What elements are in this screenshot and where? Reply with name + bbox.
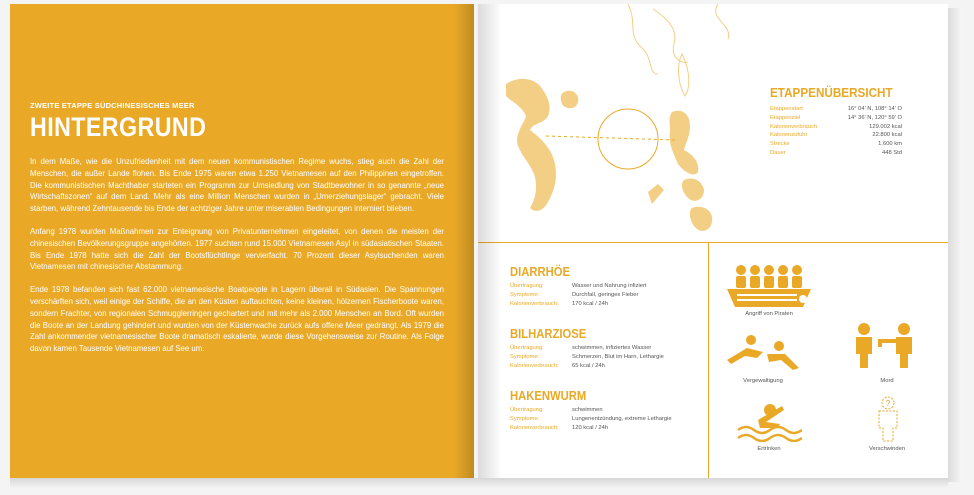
pirate-boat-icon [723,261,815,311]
murder-icon [854,322,924,368]
route-line [546,136,676,140]
disease-row [510,291,690,300]
section-divider-vertical [708,242,709,478]
disease-value: schwimmen [572,407,603,413]
overview-row [770,149,902,158]
disease-label: Übertragung: [510,283,544,289]
disease-title: DIARRHÖE [510,265,571,279]
right-page [478,4,948,478]
disease-row [510,362,690,371]
body-text [30,156,444,366]
overview-label: Dauer [770,149,786,156]
philippines-visayas [682,178,704,200]
disease-value: Schmerzen, Blut im Harn, Lethargie [572,354,664,361]
overview-label: Etappenziel [770,114,801,121]
disease-label: Symptome: [510,354,540,361]
disease-label: Kalorienverbrauch: [510,425,559,432]
drowning-icon [736,402,802,442]
vietnam-landmass [506,79,556,211]
disease-value: 120 kcal / 24h [572,425,609,432]
caption-pirates: Angriff von Piraten [745,311,793,317]
disease-label: Übertragung: [510,407,544,413]
overview-label: Etappenstart [770,106,803,112]
overview-value: 14° 36' N, 120° 59' O [847,114,902,121]
section-kicker: ZWEITE ETAPPE SÜDCHINESISCHES MEER [30,101,195,110]
coastline-outline [628,4,729,74]
paragraph-1: In dem Maße, wie die Unzufriedenheit mit dem neuen kommunistischen Regime wuchs, stieg auch die Zahl der Menschen, die außer Lande flohen. Bis Ende 1975 waren etwa 1.250 Vietnamesen auf den Philippinen eingetroffen. Die kommunistischen Machthaber starteten ein Programm zur Umsiedlung von Stadtbewohner in so genannte „neue Wirtschaftszonen“ auf dem Land. Mehr als eine Million Menschen wurden in „Umerziehungslager“ gebracht. Viele starben, während Zehntausende bis Ende der achtziger Jahre unter miserablen Bedingungen interniert blieben. [30,157,444,214]
disease-label: Übertragung: [510,345,544,351]
overview-value: 16° 04' N, 108° 14' O [847,106,902,112]
caption-murder: Mord [880,378,894,384]
overview-value: 448 Std [882,149,902,156]
disease-row [510,344,690,353]
disease-row [510,282,690,291]
overview-row [770,140,902,149]
disease-row [510,424,690,433]
page-bottom-shadow [10,478,948,488]
taiwan-outline [678,54,688,96]
assault-icon [723,334,803,372]
overview-label: Strecke [770,141,790,148]
paragraph-3: Ende 1978 befanden sich fast 62.000 vietnamesische Boatpeople in Lagern überall in Südasien. Die Spannungen verschärften sich, weil einige der Schiffe, die an den Küsten auftauchten, keine kleinen, hölzernen Fischerboote waren, sondern Frachter, von regionalen Schmugglerringen gechartert und mit mehr als 2.000 Menschen an Bord. Oft wurden die Boote an der Landung gehindert und wurden von der Küstenwache zurück aufs offene Meer gedrängt. Als 1979 die Zahl ankommender vietnamesischer Boote dramatisch eskalierte, wurde diese Vorgehensweise zur Routine. Als Folge davon kamen Tausende Vietnamesen auf See um. [30,285,444,354]
disease-value: Wasser und Nahrung infiziert [572,283,647,289]
caption-drowning: Ertrinken [757,446,781,452]
disease-value: Lungenentzündung, extreme Lethargie [572,416,672,423]
overview-table [770,105,902,158]
disease-value: 65 kcal / 24h [572,363,605,370]
disease-row [510,406,690,415]
disease-block-bilharziose [510,327,690,372]
disease-block-diarrhoe [510,265,690,310]
hainan-island [561,91,579,109]
disease-title: BILHARZIOSE [510,327,587,341]
overview-value: 129.002 kcal [869,123,902,130]
disease-value: Durchfall, geringes Fieber [572,292,639,299]
disease-row [510,353,690,362]
disease-label: Kalorienverbrauch: [510,301,559,308]
left-page [10,4,474,478]
overview-row [770,114,902,123]
palawan [648,184,664,204]
page-headline: HINTERGRUND [30,112,207,142]
overview-row [770,105,902,114]
disease-row [510,300,690,309]
svg-text:?: ? [885,399,891,408]
section-divider-horizontal [478,242,948,243]
caption-rape: Vergewaltigung [743,378,783,384]
philippines-luzon [670,111,699,175]
disease-block-hakenwurm [510,389,690,434]
disease-row [510,415,690,424]
caption-disappear: Verschwinden [868,446,906,452]
page-edge [948,8,962,482]
overview-label: Kalorienzufuhr [770,132,808,139]
disease-label: Symptome: [510,292,540,299]
philippines-mindanao [690,207,712,231]
overview-value: 22.800 kcal [872,132,902,139]
disease-label: Kalorienverbrauch: [510,363,559,370]
disease-title: HAKENWURM [510,389,587,403]
overview-value: 1.600 km [878,141,902,148]
disease-value: schwimmen, infiziertes Wasser [572,345,652,351]
paragraph-2: Anfang 1978 wurden Maßnahmen zur Enteignung von Privatunternehmen eingeleitet, von denen die meisten der chinesischen Bevölkerungsgruppe angehörten. 1977 suchten rund 15.000 Vietnamesen Asyl in südasiatischen Staaten. Bis Ende 1978 hatte sich die Zahl der Bootsflüchtlinge vervierfacht. 70 Prozent dieser Asylsuchenden waren Vietnamesen mit chinesischer Abstammung. [30,226,444,272]
gutter-shadow [478,4,502,478]
overview-title: ETAPPENÜBERSICHT [770,85,893,100]
disappear-icon [876,396,900,442]
overview-label: Kalorienverbrauch [770,123,818,130]
overview-row [770,123,902,132]
gutter-shadow [454,4,474,478]
disease-value: 170 kcal / 24h [572,301,609,308]
disease-label: Symptome: [510,416,540,423]
overview-row [770,131,902,140]
